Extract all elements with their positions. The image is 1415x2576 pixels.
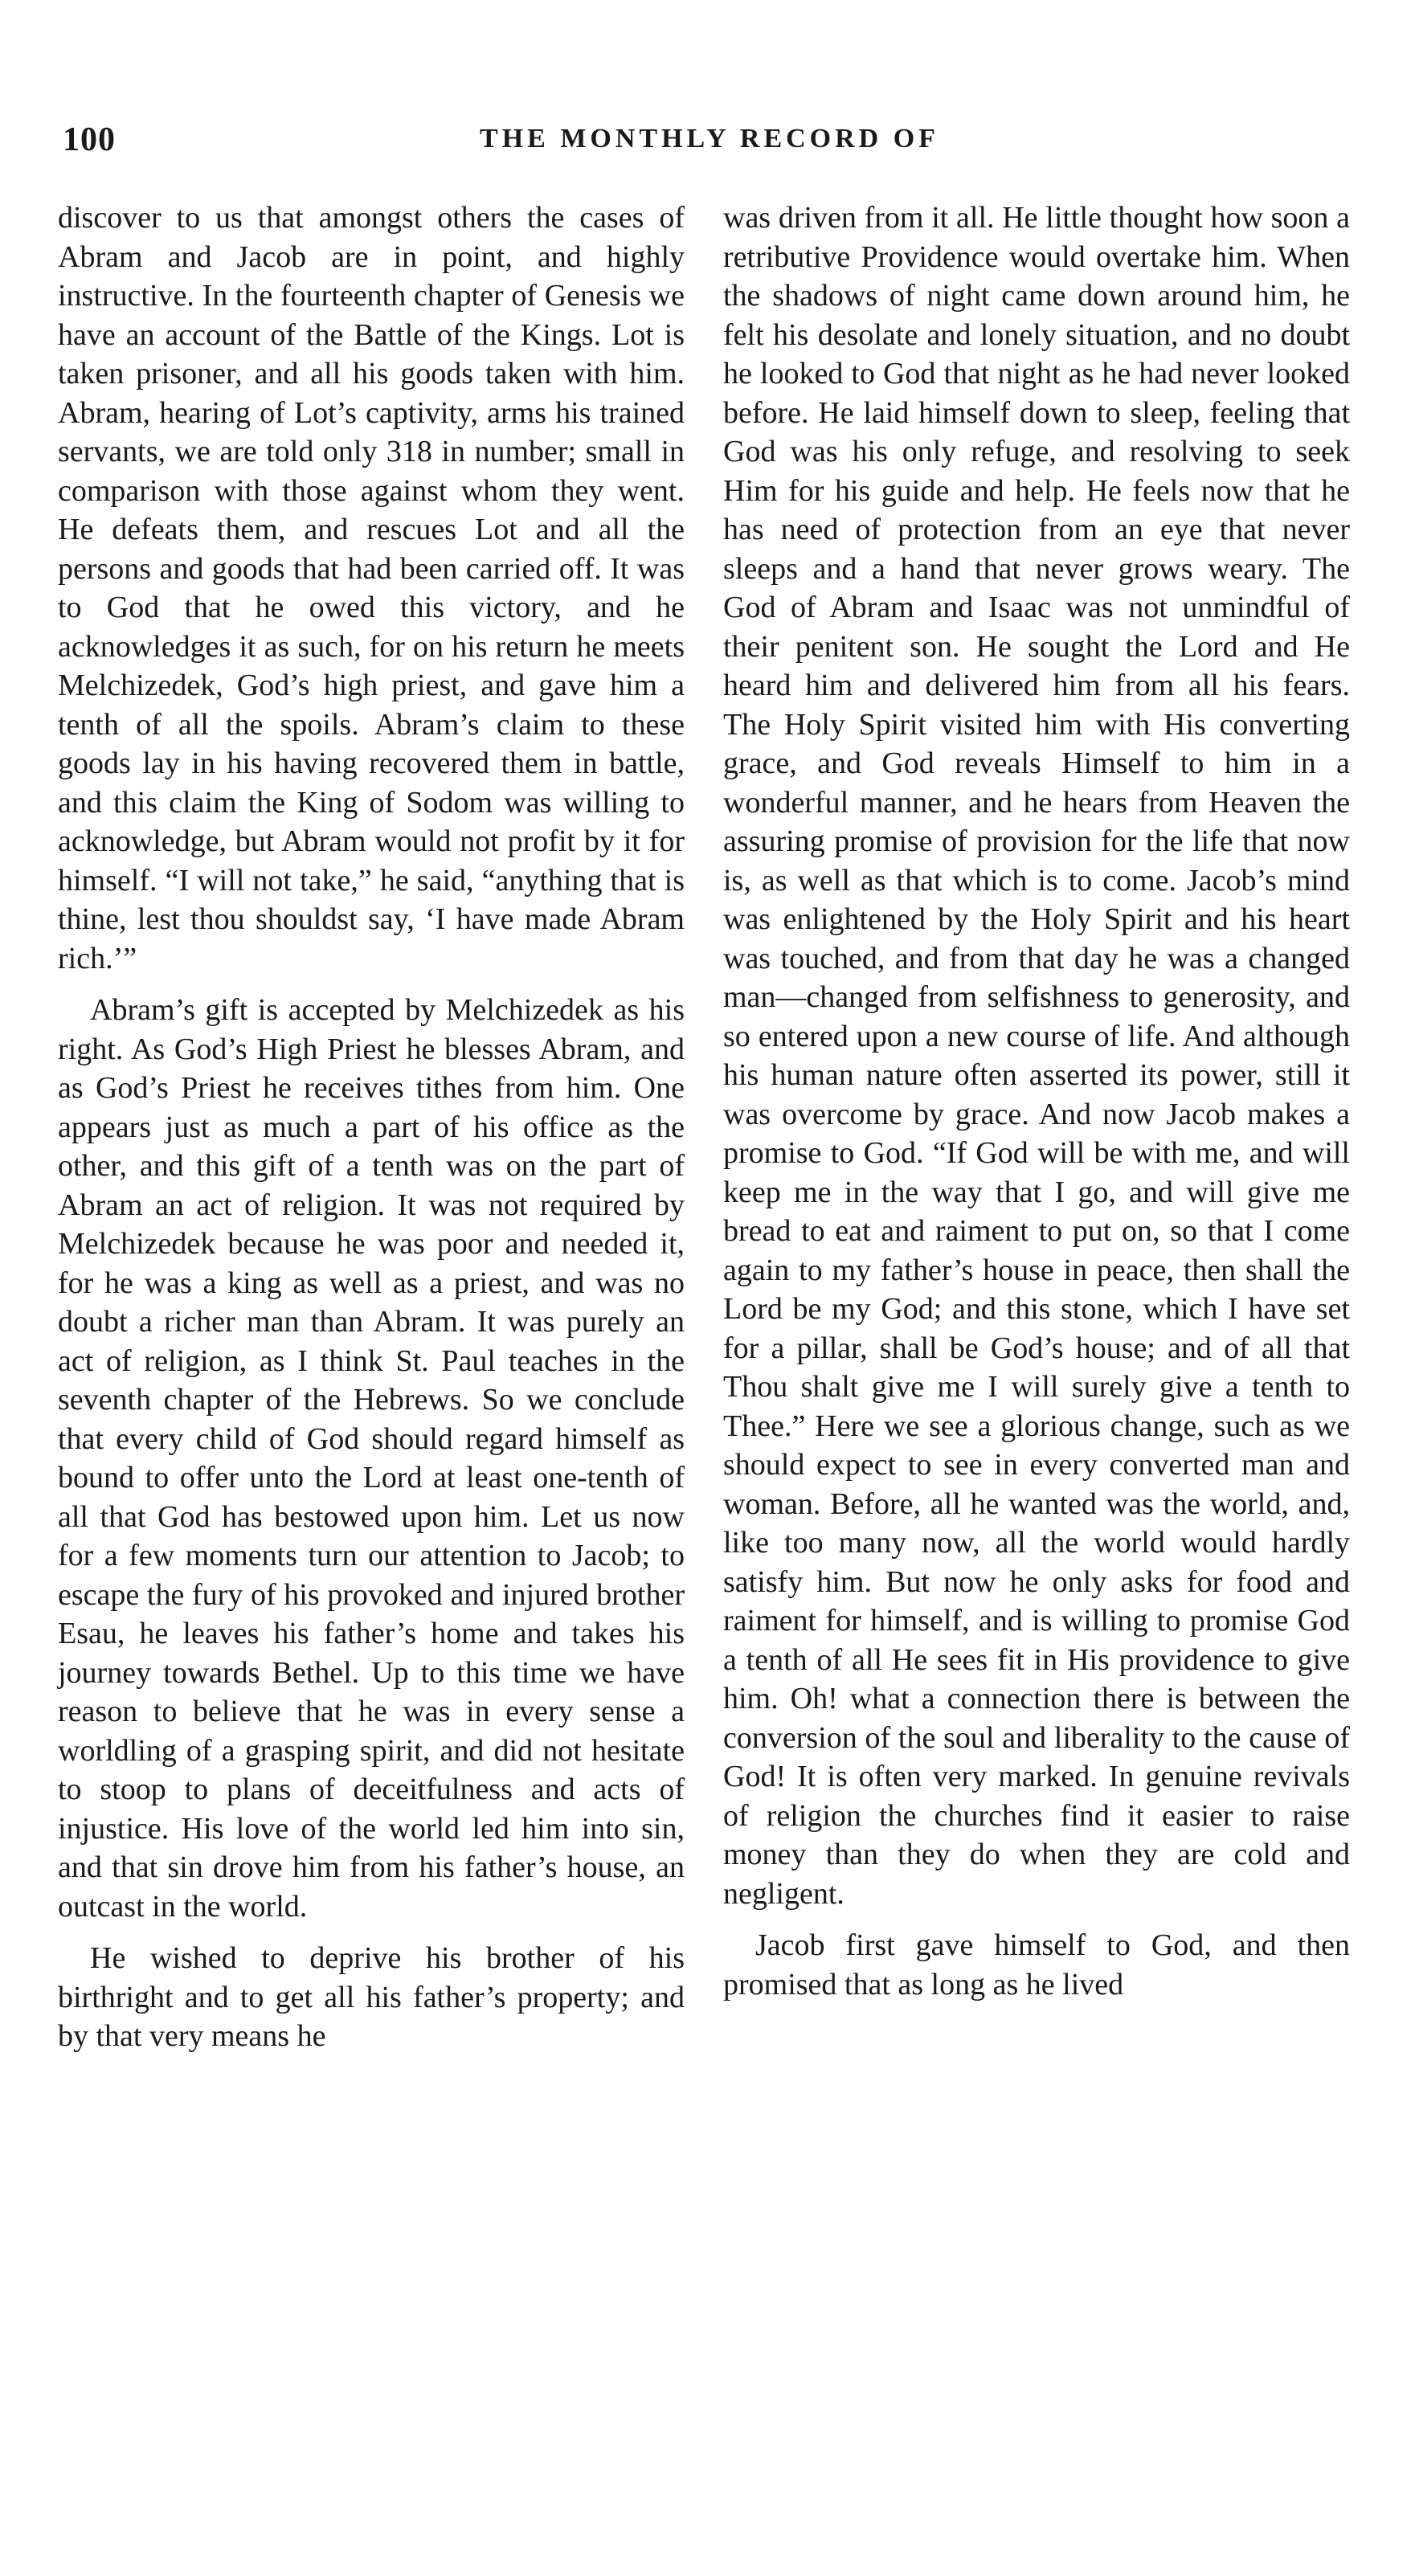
paragraph: Abram’s gift is accepted by Melchizedek as his right. As God’s High Priest he blesses Abram, and as God’s Priest he receives tithes from him. One appears just as much a part of his office as the other, and this gift of a tenth was on the part of Abram an act of religion. It was not required by Melchizedek because he was poor and needed it, for he was a king as well as a priest, and was no doubt a richer man than Abram. It was purely an act of religion, as I think St. Paul teaches in the seventh chapter of the Hebrews. So we conclude that every child of God should regard himself as bound to offer unto the Lord at least one-tenth of all that God has bestowed upon him. Let us now for a few moments turn our attention to Jacob; to escape the fury of his provoked and injured brother Esau, he leaves his father’s home and takes his journey towards Bethel. Up to this time we have reason to believe that he was in every sense a worldling of a grasping spirit, and did not hesitate to stoop to plans of deceitfulness and acts of injustice. His love of the world led him into sin, and that sin drove him from his father’s house, an outcast in the world. [58,993,685,1924]
paragraph: He wished to deprive his brother of his birthright and to get all his father’s property; and by that very means he [58,1941,685,2053]
page-number: 100 [63,121,116,158]
paragraph: Jacob first gave himself to God, and then promised that as long as he lived [723,1928,1350,2002]
page-header [63,121,1356,161]
paragraph: discover to us that amongst others the cases of Abram and Jacob are in point, and highly instructive. In the fourteenth chapter of Genesis we have an account of the Battle of the Kings. Lot is taken prisoner, and all his goods taken with him. Abram, hearing of Lot’s captivity, arms his trained servants, we are told only 318 in number; small in comparison with those against whom they went. He defeats them, and rescues Lot and all the persons and goods that had been carried off. It was to God that he owed this victory, and he acknowledges it as such, for on his return he meets Melchizedek, God’s high priest, and gave him a tenth of all the spoils. Abram’s claim to these goods lay in his having recovered them in battle, and this claim the King of Sodom was willing to acknowledge, but Abram would not profit by it for himself. “I will not take,” he said, “anything that is thine, lest thou shouldst say, ‘I have made Abram rich.’” [58,201,685,975]
running-title: THE MONTHLY RECORD OF [480,124,939,153]
left-column [58,198,685,2056]
paragraph: was driven from it all. He little thought how soon a retributive Providence would overtake him. When the shadows of night came down around him, he felt his desolate and lonely situation, and no doubt he looked to God that night as he had never looked before. He laid himself down to sleep, feeling that God was his only refuge, and resolving to seek Him for his guide and help. He feels now that he has need of protection from an eye that never sleeps and a hand that never grows weary. The God of Abram and Isaac was not unmindful of their penitent son. He sought the Lord and He heard him and delivered him from all his fears. The Holy Spirit visited him with His converting grace, and God reveals Himself to him in a wonderful manner, and he hears from Heaven the assuring promise of provision for the life that now is, as well as that which is to come. Jacob’s mind was enlightened by the Holy Spirit and his heart was touched, and from that day he was a changed man—changed from selfishness to generosity, and so entered upon a new course of life. And although his human nature often asserted its power, still it was overcome by grace. And now Jacob makes a promise to God. “If God will be with me, and will keep me in the way that I go, and will give me bread to eat and raiment to put on, so that I come again to my father’s house in peace, then shall the Lord be my God; and this stone, which I have set for a pillar, shall be God’s house; and of all that Thou shalt give me I will surely give a tenth to Thee.” Here we see a glorious change, such as we should expect to see in every converted man and woman. Before, all he wanted was the world, and, like too many now, all the world would hardly satisfy him. But now he only asks for food and raiment for himself, and is willing to promise God a tenth of all He sees fit in His providence to give him. Oh! what a connection there is between the conversion of the soul and liberality to the cause of God! It is often very marked. In genuine revivals of religion the churches find it easier to raise money than they do when they are cold and negligent. [723,201,1350,1911]
right-column [723,198,1350,2004]
